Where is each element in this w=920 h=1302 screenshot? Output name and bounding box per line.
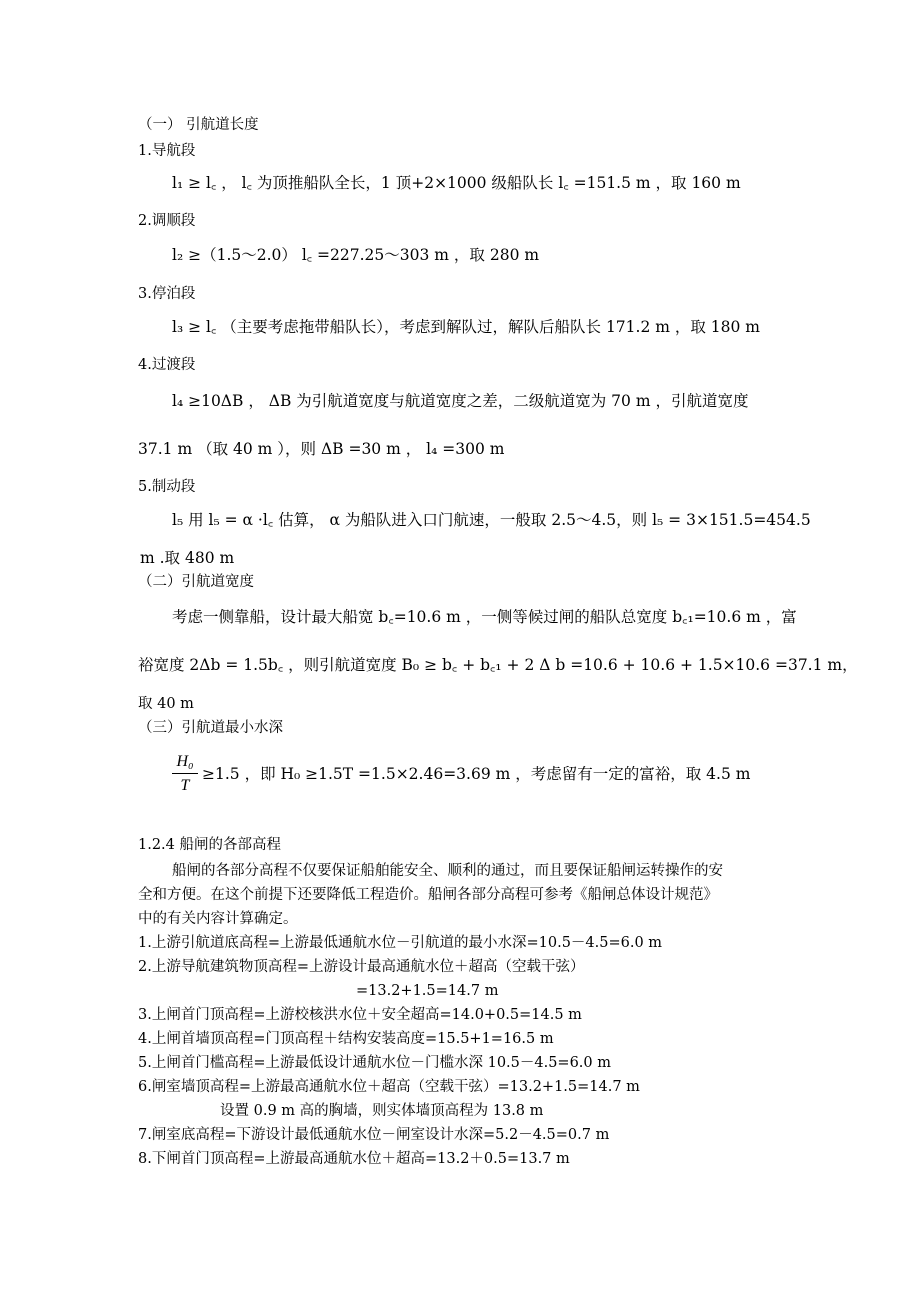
elevation-item-7: 7.闸室底高程=下游设计最低通航水位－闸室设计水深=5.2－4.5=0.7 m [138, 1127, 610, 1143]
elevation-item-2-cont: =13.2+1.5=14.7 m [356, 983, 499, 999]
formula-l5-cont: m .取 480 m [140, 549, 235, 567]
width-para-2: 裕宽度 2Δb = 1.5b꜀ ，则引航道宽度 B₀ ≥ b꜀ + b꜀₁ + 2 Δ b =10.6 + 10.6 + 1.5×10.6 =37.1 m， [138, 656, 858, 674]
section-heading-elevation: 1.2.4 船闸的各部高程 [138, 837, 282, 853]
elevation-item-2: 2.上游导航建筑物顶高程=上游设计最高通航水位＋超高（空载干弦） [138, 959, 585, 975]
section-heading-depth: （三）引航道最小水深 [138, 720, 283, 736]
elevation-item-6: 6.闸室墙顶高程=上游最高通航水位＋超高（空载干弦）=13.2+1.5=14.7 m [138, 1079, 640, 1095]
elevation-item-3: 3.上闸首门顶高程=上游校核洪水位＋安全超高=14.0+0.5=14.5 m [138, 1007, 582, 1023]
elevation-item-1: 1.上游引航道底高程=上游最低通航水位－引航道的最小水深=10.5－4.5=6.0 m [138, 935, 663, 951]
item-guide-section: 1.导航段 [138, 143, 196, 159]
section-heading-width: （二）引航道宽度 [138, 574, 254, 590]
elevation-para-1: 船闸的各部分高程不仅要保证船舶能安全、顺利的通过，而且要保证船闸运转操作的安 [172, 863, 723, 879]
depth-fraction [172, 752, 198, 796]
formula-l1: l₁ ≥ l꜀ ， l꜀ 为顶推船队全长，1 顶+2×1000 级船队长 l꜀ =151.5 m ，取 160 m [172, 174, 741, 192]
elevation-item-6-cont: 设置 0.9 m 高的胸墙，则实体墙顶高程为 13.8 m [220, 1103, 544, 1119]
elevation-item-5: 5.上闸首门槛高程=上游最低设计通航水位－门槛水深 10.5－4.5=6.0 m [138, 1055, 612, 1071]
fraction-numerator: H₀ [176, 753, 194, 770]
width-para-3: 取 40 m [138, 696, 194, 712]
formula-l2: l₂ ≥（1.5～2.0） l꜀ =227.25～303 m ，取 280 m [172, 246, 540, 264]
fraction-denominator: T [180, 777, 190, 794]
item-brake-section: 5.制动段 [138, 479, 196, 495]
item-berth-section: 3.停泊段 [138, 286, 196, 302]
formula-l4: l₄ ≥10ΔB ， ΔB 为引航道宽度与航道宽度之差，二级航道宽为 70 m ，引航道宽度 [172, 392, 749, 410]
formula-l3: l₃ ≥ l꜀ （主要考虑拖带船队长），考虑到解队过，解队后船队长 171.2 m ，取 180 m [172, 318, 761, 336]
formula-depth: ≥1.5 ，即 H₀ ≥1.5T =1.5×2.46=3.69 m ，考虑留有一定的富裕，取 4.5 m [202, 765, 751, 783]
elevation-item-8: 8.下闸首门顶高程=上游最高通航水位＋超高=13.2＋0.5=13.7 m [138, 1151, 570, 1167]
item-transition-section: 4.过渡段 [138, 357, 196, 373]
fraction-bar [172, 773, 198, 774]
formula-l4-cont: 37.1 m （取 40 m ），则 ΔB =30 m ， l₄ =300 m [138, 440, 505, 458]
formula-l5: l₅ 用 l₅ = α ·l꜀ 估算， α 为船队进入口门航速，一般取 2.5～4.5，则 l₅ = 3×151.5=454.5 [172, 511, 811, 529]
elevation-item-4: 4.上闸首墙顶高程=门顶高程＋结构安装高度=15.5+1=16.5 m [138, 1031, 554, 1047]
item-adjust-section: 2.调顺段 [138, 213, 196, 229]
width-para-1: 考虑一侧靠船，设计最大船宽 b꜀=10.6 m ，一侧等候过闸的船队总宽度 b꜀₁=10.6 m ，富 [172, 608, 797, 626]
elevation-para-2: 全和方便。在这个前提下还要降低工程造价。船闸各部分高程可参考《船闸总体设计规范》 [138, 887, 718, 903]
section-heading-length: （一） 引航道长度 [138, 117, 259, 133]
elevation-para-3: 中的有关内容计算确定。 [138, 911, 298, 927]
